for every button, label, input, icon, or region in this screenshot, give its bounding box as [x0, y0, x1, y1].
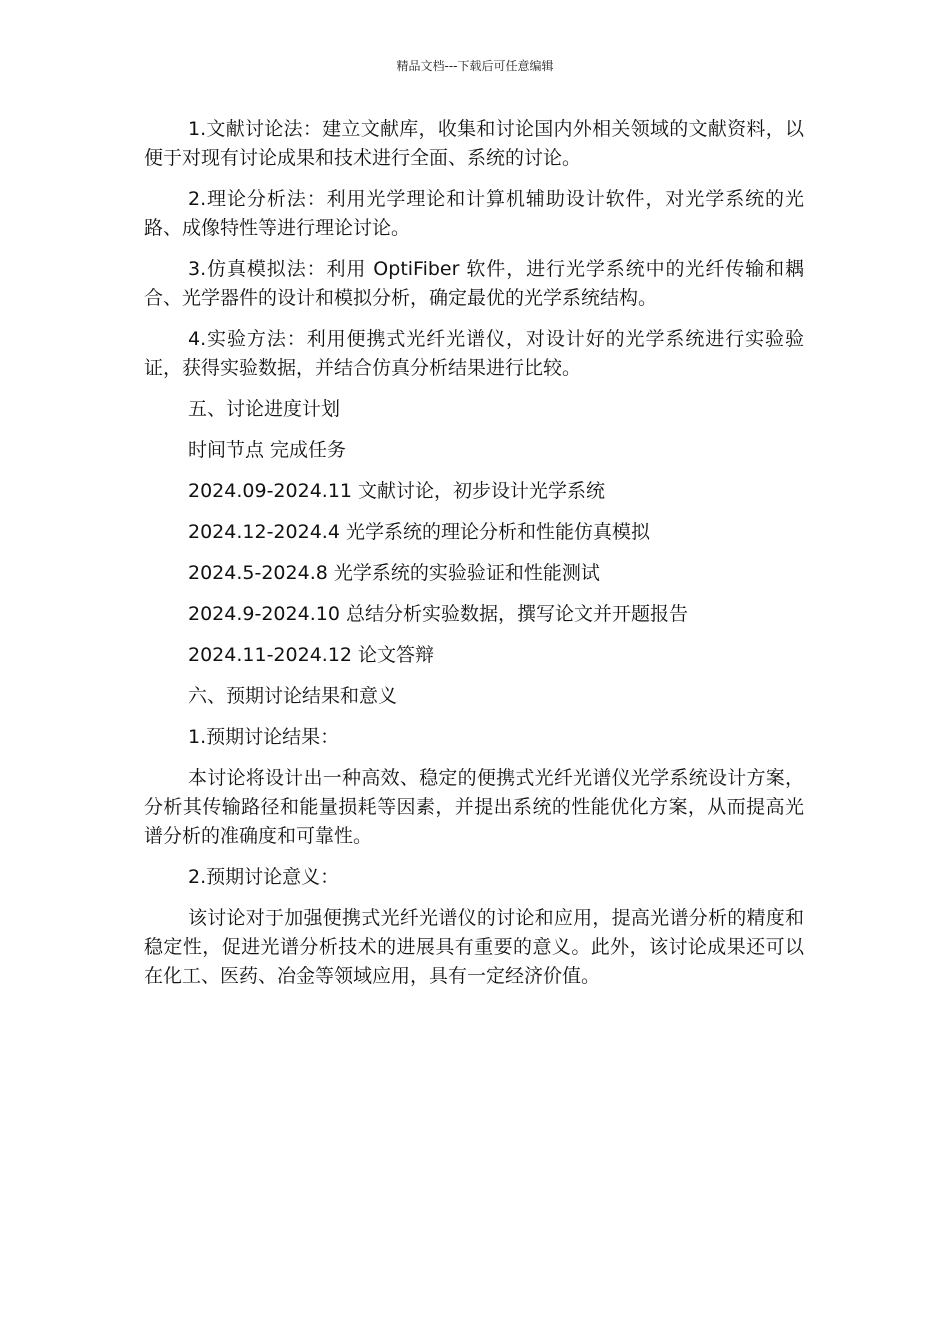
schedule-item: 2024.11-2024.12 论文答辩	[188, 644, 435, 666]
expected-result-text: 本讨论将设计出一种高效、稳定的便携式光纤光谱仪光学系统设计方案，分析其传输路径和能量损耗等因素，并提出系统的性能优化方案，从而提高光谱分析的准确度和可靠性。	[144, 767, 804, 847]
schedule-header: 时间节点 完成任务	[188, 439, 347, 461]
section-6-heading: 六、预期讨论结果和意义	[188, 685, 398, 707]
expected-meaning-heading: 2.预期讨论意义：	[188, 866, 340, 888]
schedule-item: 2024.12-2024.4 光学系统的理论分析和性能仿真模拟	[188, 521, 650, 543]
method-simulation: 3.仿真模拟法：利用 OptiFiber 软件，进行光学系统中的光纤传输和耦合、光学器件的设计和模拟分析，确定最优的光学系统结构。	[144, 258, 804, 309]
schedule-item: 2024.09-2024.11 文献讨论，初步设计光学系统	[188, 480, 606, 502]
method-theory: 2.理论分析法：利用光学理论和计算机辅助设计软件，对光学系统的光路、成像特性等进行理论讨论。	[144, 188, 804, 239]
document-body	[144, 115, 804, 1003]
method-experiment: 4.实验方法：利用便携式光纤光谱仪，对设计好的光学系统进行实验验证，获得实验数据，并结合仿真分析结果进行比较。	[144, 328, 804, 379]
schedule-item: 2024.5-2024.8 光学系统的实验验证和性能测试	[188, 562, 600, 584]
page-header: 精品文档---下载后可任意编辑	[396, 59, 554, 73]
schedule-item: 2024.9-2024.10 总结分析实验数据，撰写论文并开题报告	[188, 603, 688, 625]
method-literature: 1.文献讨论法：建立文献库，收集和讨论国内外相关领域的文献资料，以便于对现有讨论成果和技术进行全面、系统的讨论。	[144, 118, 804, 169]
expected-result-heading: 1.预期讨论结果：	[188, 726, 340, 748]
section-5-heading: 五、讨论进度计划	[188, 398, 341, 420]
expected-meaning-text: 该讨论对于加强便携式光纤光谱仪的讨论和应用，提高光谱分析的精度和稳定性，促进光谱分析技术的进展具有重要的意义。此外，该讨论成果还可以在化工、医药、冶金等领域应用，具有一定经济价值。	[144, 907, 804, 987]
